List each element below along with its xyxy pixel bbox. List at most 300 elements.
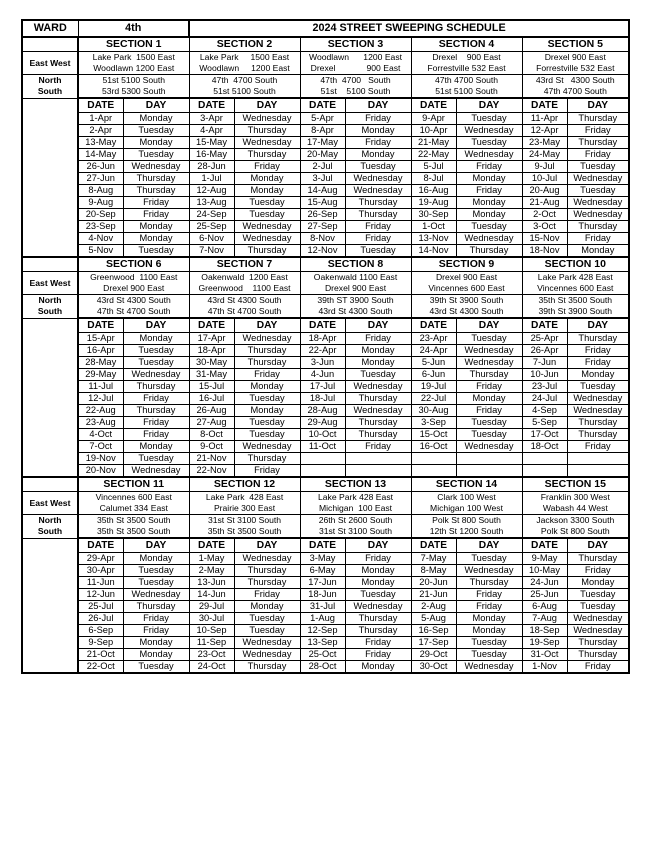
sweep-day: Tuesday [345,161,411,173]
sweep-date: 4-Sep [522,405,567,417]
sweep-date: 3-Sep [411,417,456,429]
sweep-day: Friday [123,613,189,625]
sweep-day: Friday [345,221,411,233]
sweep-date: 8-Jul [411,173,456,185]
date-row [22,357,629,369]
east-west-street: Lake Park 428 East [522,272,629,284]
date-row [22,185,629,197]
ward-spacer [22,601,78,613]
sweep-date: 10-Sep [189,625,234,637]
east-west-street: Woodlawn 1200 East [300,52,411,64]
north-south-street: 35th St 3500 South [78,515,189,527]
sweep-date: 23-Aug [78,417,123,429]
sweep-day: Wednesday [234,333,300,345]
sweep-day: Monday [567,369,629,381]
date-column-header: DATE [300,538,345,553]
ward-spacer [22,257,78,272]
sweep-day: Thursday [345,429,411,441]
date-column-header: DATE [300,318,345,333]
sweep-day: Wednesday [234,137,300,149]
sweep-day: Tuesday [123,661,189,674]
sweep-date: 21-Jun [411,589,456,601]
sweep-day: Wednesday [123,465,189,478]
sweep-date: 18-Oct [522,441,567,453]
sweep-date: 10-Jul [522,173,567,185]
sweep-day: Friday [567,357,629,369]
sweep-day: Monday [456,197,522,209]
sweep-day: Wednesday [456,345,522,357]
ward-spacer [22,625,78,637]
sweep-day: Tuesday [456,113,522,125]
sweep-date: 18-Jul [300,393,345,405]
sweep-day: Thursday [234,345,300,357]
sweep-day: Friday [567,565,629,577]
ward-spacer [22,98,78,113]
sweep-date: 5-Jul [411,161,456,173]
date-column-header: DATE [78,318,123,333]
sweep-date: 30-Oct [411,661,456,674]
date-row [22,661,629,674]
east-west-street: Greenwood 1100 East [189,283,300,295]
east-west-street: Drexel 900 East [300,63,411,75]
sweep-day: Wednesday [456,441,522,453]
date-row [22,209,629,221]
east-west-street: Lake Park 1500 East [78,52,189,64]
sweep-day: Thursday [567,637,629,649]
sweep-date: 29-May [78,369,123,381]
sweep-date: 7-Jun [522,357,567,369]
sweep-date: 16-Aug [411,185,456,197]
section-title: SECTION 6 [78,257,189,272]
north-south-street: 51st 5100 South [300,86,411,98]
sweep-date: 13-Nov [411,233,456,245]
ward-spacer [22,661,78,674]
sweep-date: 3-Oct [522,221,567,233]
empty-cell [300,453,345,465]
sweep-date: 10-Apr [411,125,456,137]
sweep-day: Monday [234,601,300,613]
day-column-header: DAY [345,98,411,113]
empty-cell [456,465,522,478]
date-row [22,577,629,589]
date-row [22,589,629,601]
date-row [22,613,629,625]
sweep-day: Friday [567,125,629,137]
sweep-date: 19-Jul [411,381,456,393]
sweep-date: 15-Aug [300,197,345,209]
sweep-date: 18-Apr [300,333,345,345]
sweep-date: 24-Jul [522,393,567,405]
sweep-day: Monday [456,613,522,625]
sweep-date: 11-Apr [522,113,567,125]
sweep-date: 8-Oct [189,429,234,441]
date-row [22,565,629,577]
date-row [22,381,629,393]
sweep-date: 28-Jun [189,161,234,173]
section-title: SECTION 5 [522,37,629,52]
sweep-day: Wednesday [567,197,629,209]
sweep-day: Thursday [123,185,189,197]
sweep-date: 26-Sep [300,209,345,221]
sweep-day: Tuesday [456,417,522,429]
sweep-day: Wednesday [567,613,629,625]
ward-spacer [22,125,78,137]
sweep-day: Thursday [123,601,189,613]
sweep-day: Tuesday [456,137,522,149]
sweep-date: 22-Aug [78,405,123,417]
sweep-date: 23-Jul [522,381,567,393]
sweep-date: 4-Jun [300,369,345,381]
north-south-street: 47th St 4700 South [189,306,300,318]
sweep-date: 3-Jun [300,357,345,369]
ward-spacer [22,417,78,429]
sweep-day: Friday [567,345,629,357]
east-west-street: Vincennes 600 East [411,283,522,295]
sweep-date: 1-Aug [300,613,345,625]
east-west-label: East West [22,52,78,75]
north-south-street: 31st St 3100 South [300,526,411,538]
sweep-date: 20-Nov [78,465,123,478]
sweep-date: 18-Apr [189,345,234,357]
date-column-header: DATE [522,538,567,553]
section-title: SECTION 4 [411,37,522,52]
sweep-date: 24-Apr [411,345,456,357]
sweep-day: Friday [345,553,411,565]
sweep-day: Monday [123,649,189,661]
ward-spacer [22,318,78,333]
sweep-day: Monday [567,245,629,258]
north-south-street: 43rd St 4300 South [522,75,629,87]
sweep-day: Wednesday [567,625,629,637]
sweep-date: 30-Jul [189,613,234,625]
sweep-date: 29-Aug [300,417,345,429]
empty-cell [567,465,629,478]
sweep-date: 5-Sep [522,417,567,429]
south-label: South [22,306,78,318]
sweep-day: Friday [123,197,189,209]
east-west-street: Vincennes 600 East [522,283,629,295]
street-sweeping-schedule [21,19,628,674]
sweep-day: Tuesday [234,393,300,405]
sweep-date: 3-Jul [300,173,345,185]
schedule-table [21,19,630,674]
sweep-day: Monday [123,137,189,149]
east-west-label: East West [22,272,78,295]
east-west-street: Woodlawn 1200 East [78,63,189,75]
sweep-date: 10-Oct [300,429,345,441]
sweep-date: 24-Jun [522,577,567,589]
day-column-header: DAY [123,98,189,113]
north-south-street: 47th 4700 South [522,86,629,98]
sweep-date: 23-Oct [189,649,234,661]
sweep-day: Wednesday [567,173,629,185]
sweep-day: Tuesday [456,333,522,345]
sweep-date: 1-Oct [411,221,456,233]
sweep-date: 14-Aug [300,185,345,197]
section-title: SECTION 12 [189,477,300,492]
sweep-date: 9-Jul [522,161,567,173]
day-column-header: DAY [234,98,300,113]
east-west-street: Woodlawn 1200 East [189,63,300,75]
sweep-day: Monday [123,221,189,233]
sweep-date: 20-Sep [78,209,123,221]
ward-spacer [22,197,78,209]
sweep-date: 22-May [411,149,456,161]
date-row [22,125,629,137]
sweep-date: 5-Apr [300,113,345,125]
sweep-date: 12-Jul [78,393,123,405]
sweep-day: Friday [345,441,411,453]
north-south-street: 12th St 1200 South [411,526,522,538]
sweep-day: Monday [456,393,522,405]
ward-spacer [22,649,78,661]
sweep-date: 11-Jun [78,577,123,589]
day-column-header: DAY [123,538,189,553]
sweep-day: Friday [567,149,629,161]
sweep-date: 1-Apr [78,113,123,125]
ward-spacer [22,113,78,125]
north-label: North [22,75,78,87]
east-west-street: Forrestville 532 East [411,63,522,75]
sweep-date: 12-Sep [300,625,345,637]
sweep-date: 7-Oct [78,441,123,453]
date-row [22,553,629,565]
east-west-street: Oakenwald 1200 East [189,272,300,284]
sweep-day: Friday [123,209,189,221]
ward-spacer [22,345,78,357]
sweep-day: Tuesday [123,345,189,357]
date-row [22,221,629,233]
east-west-street: Drexel 900 East [411,52,522,64]
north-south-street: 53rd 5300 South [78,86,189,98]
sweep-date: 2-Aug [411,601,456,613]
sweep-day: Thursday [567,649,629,661]
empty-cell [456,453,522,465]
sweep-day: Thursday [345,417,411,429]
sweep-date: 9-Sep [78,637,123,649]
east-west-street: Drexel 900 East [300,283,411,295]
north-south-street: 35th St 3500 South [78,526,189,538]
date-row [22,113,629,125]
sweep-date: 11-Sep [189,637,234,649]
sweep-date: 26-Jul [78,613,123,625]
ward-spacer [22,577,78,589]
date-row [22,429,629,441]
north-south-street: 39th St 3900 South [522,306,629,318]
sweep-day: Monday [456,173,522,185]
date-row [22,625,629,637]
date-row [22,149,629,161]
sweep-day: Thursday [234,357,300,369]
sweep-date: 15-Nov [522,233,567,245]
section-title: SECTION 2 [189,37,300,52]
ward-spacer [22,37,78,52]
sweep-date: 10-May [522,565,567,577]
date-column-header: DATE [189,538,234,553]
sweep-day: Friday [456,161,522,173]
sweep-date: 29-Oct [411,649,456,661]
sweep-day: Thursday [456,577,522,589]
sweep-day: Wednesday [456,233,522,245]
east-west-street: Forrestville 532 East [522,63,629,75]
sweep-day: Friday [123,625,189,637]
sweep-date: 2-May [189,565,234,577]
day-column-header: DAY [234,318,300,333]
day-column-header: DAY [345,538,411,553]
east-west-street: Wabash 44 West [522,503,629,515]
sweep-day: Thursday [456,245,522,258]
sweep-day: Thursday [567,221,629,233]
sweep-day: Thursday [123,381,189,393]
north-south-street: 43rd St 4300 South [411,306,522,318]
sweep-date: 7-May [411,553,456,565]
day-column-header: DAY [456,318,522,333]
sweep-date: 1-May [189,553,234,565]
sweep-date: 30-May [189,357,234,369]
sweep-day: Wednesday [456,125,522,137]
sweep-date: 25-Sep [189,221,234,233]
sweep-day: Thursday [345,613,411,625]
sweep-date: 25-Oct [300,649,345,661]
ward-spacer [22,538,78,553]
sweep-day: Tuesday [456,553,522,565]
north-label: North [22,515,78,527]
east-west-street: Greenwood 1100 East [78,272,189,284]
sweep-date: 18-Nov [522,245,567,258]
ward-spacer [22,553,78,565]
date-row [22,465,629,478]
sweep-day: Monday [123,233,189,245]
sweep-date: 24-Sep [189,209,234,221]
sweep-date: 11-Oct [300,441,345,453]
sweep-day: Monday [234,173,300,185]
east-west-street: Vincennes 600 East [78,492,189,504]
sweep-day: Thursday [234,125,300,137]
sweep-day: Friday [123,417,189,429]
sweep-day: Tuesday [567,185,629,197]
east-west-street: Prairie 300 East [189,503,300,515]
sweep-date: 6-Sep [78,625,123,637]
north-south-street: 43rd St 4300 South [300,306,411,318]
sweep-date: 18-Jun [300,589,345,601]
sweep-date: 30-Aug [411,405,456,417]
ward-label: WARD [22,20,78,37]
ward-spacer [22,149,78,161]
sweep-date: 19-Nov [78,453,123,465]
sweep-date: 27-Jun [78,173,123,185]
date-column-header: DATE [411,98,456,113]
date-column-header: DATE [411,538,456,553]
sweep-date: 8-Apr [300,125,345,137]
section-title: SECTION 3 [300,37,411,52]
date-row [22,173,629,185]
sweep-date: 2-Oct [522,209,567,221]
sweep-day: Monday [345,565,411,577]
sweep-day: Friday [567,441,629,453]
sweep-date: 8-Nov [300,233,345,245]
sweep-date: 16-Jul [189,393,234,405]
sweep-day: Wednesday [345,381,411,393]
north-south-street: 47th St 4700 South [78,306,189,318]
north-south-street: Polk St 800 South [411,515,522,527]
date-row [22,137,629,149]
empty-cell [411,465,456,478]
sweep-date: 21-Nov [189,453,234,465]
sweep-day: Tuesday [123,453,189,465]
sweep-date: 13-Aug [189,197,234,209]
sweep-day: Thursday [234,245,300,258]
sweep-day: Tuesday [234,625,300,637]
east-west-street: Drexel 900 East [411,272,522,284]
sweep-date: 15-Oct [411,429,456,441]
ward-spacer [22,565,78,577]
sweep-day: Friday [123,429,189,441]
sweep-date: 23-May [522,137,567,149]
ward-spacer [22,185,78,197]
sweep-day: Thursday [567,137,629,149]
sweep-date: 4-Oct [78,429,123,441]
north-south-street: 39th St 3900 South [411,295,522,307]
sweep-date: 31-Jul [300,601,345,613]
date-row [22,405,629,417]
section-title: SECTION 15 [522,477,629,492]
sweep-day: Thursday [345,197,411,209]
sweep-day: Tuesday [234,197,300,209]
sweep-day: Wednesday [456,149,522,161]
sweep-day: Friday [345,649,411,661]
east-west-street: Franklin 300 West [522,492,629,504]
ward-spacer [22,357,78,369]
sweep-day: Tuesday [123,245,189,258]
sweep-day: Monday [123,637,189,649]
east-west-street: Drexel 900 East [522,52,629,64]
sweep-day: Thursday [234,577,300,589]
sweep-date: 5-Aug [411,613,456,625]
sweep-day: Thursday [567,417,629,429]
empty-cell [567,453,629,465]
ward-spacer [22,613,78,625]
north-south-street: 31st St 3100 South [189,515,300,527]
north-label: North [22,295,78,307]
sweep-day: Monday [456,209,522,221]
sweep-day: Wednesday [567,405,629,417]
sweep-date: 12-Nov [300,245,345,258]
sweep-day: Tuesday [456,429,522,441]
sweep-day: Monday [234,185,300,197]
sweep-day: Wednesday [345,173,411,185]
sweep-date: 6-May [300,565,345,577]
sweep-day: Tuesday [123,125,189,137]
sweep-day: Friday [456,381,522,393]
day-column-header: DAY [567,318,629,333]
sweep-date: 31-May [189,369,234,381]
sweep-day: Wednesday [123,161,189,173]
empty-cell [345,453,411,465]
sweep-day: Thursday [345,393,411,405]
north-south-street: Jackson 3300 South [522,515,629,527]
sweep-day: Tuesday [345,245,411,258]
section-title: SECTION 8 [300,257,411,272]
ward-spacer [22,465,78,478]
sweep-date: 13-May [78,137,123,149]
sweep-date: 7-Nov [189,245,234,258]
sweep-day: Tuesday [123,149,189,161]
date-column-header: DATE [189,318,234,333]
empty-cell [300,465,345,478]
sweep-date: 16-Oct [411,441,456,453]
sweep-day: Tuesday [123,565,189,577]
sweep-date: 17-Oct [522,429,567,441]
